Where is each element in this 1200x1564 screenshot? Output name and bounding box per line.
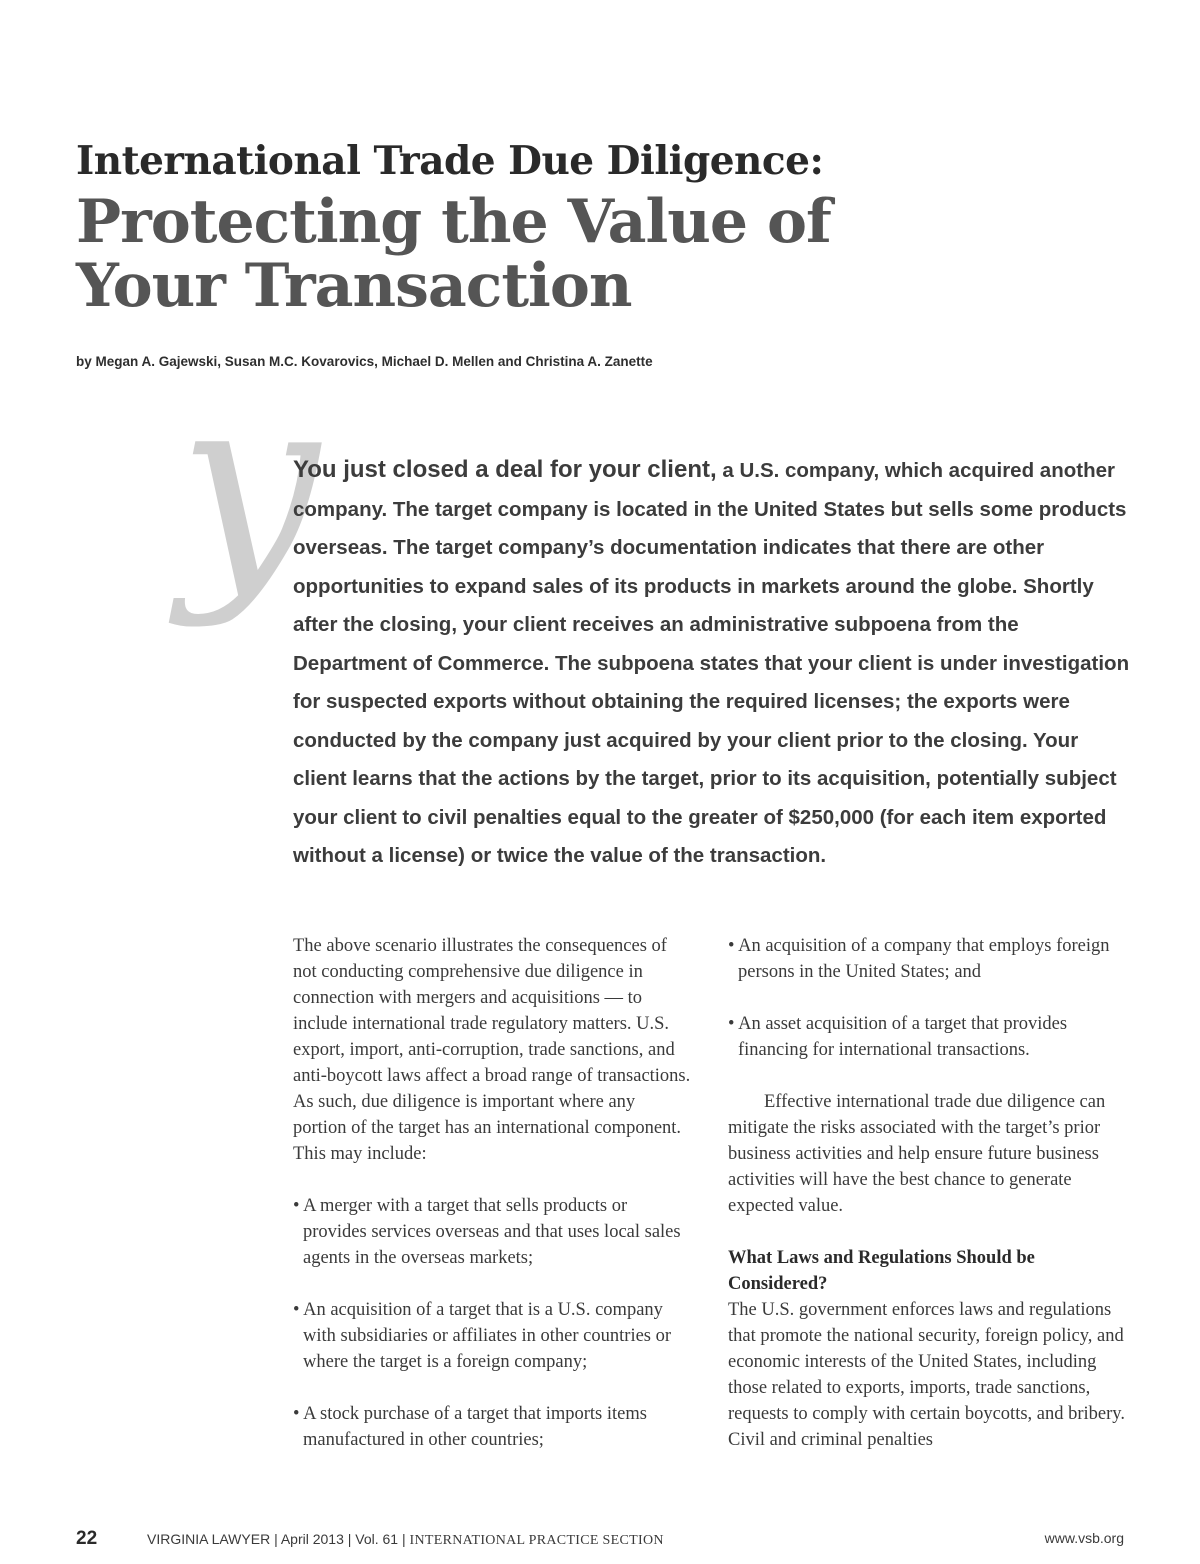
list-item: • An asset acquisition of a target that provides financing for international transactions. xyxy=(728,1014,1068,1060)
body-paragraph: The U.S. government enforces laws and regulations that promote the national security, foreign policy, and economic interests of the United States, including those related to exports, imports, trade sanctions, requests to comply with certain boycotts, and bribery. Civil and criminal penalties xyxy=(728,1300,1125,1450)
intro-lead: You just closed a deal for your client, xyxy=(293,456,717,483)
list-item: • A merger with a target that sells products or provides services overseas and that uses local sales agents in the overseas markets; xyxy=(293,1196,681,1268)
right-column xyxy=(728,933,1128,1453)
article-main-title: Protecting the Value of Your Transaction xyxy=(76,187,831,321)
section-heading: What Laws and Regulations Should be Considered? xyxy=(728,1248,1035,1294)
website-url: www.vsb.org xyxy=(1044,1530,1124,1546)
intro-paragraph xyxy=(293,451,1133,876)
decorative-drop-cap: y xyxy=(178,339,320,630)
article-kicker-title: International Trade Due Diligence: xyxy=(76,138,824,184)
left-column xyxy=(293,933,693,1453)
list-item: • An acquisition of a target that is a U.S. company with subsidiaries or affiliates in other countries or where the target is a foreign company; xyxy=(293,1300,672,1372)
byline: by Megan A. Gajewski, Susan M.C. Kovarovics, Michael D. Mellen and Christina A. Zanette xyxy=(76,354,653,369)
page-number: 22 xyxy=(76,1528,98,1549)
page-footer xyxy=(0,1528,1200,1554)
publication-info: VIRGINIA LAWYER | April 2013 | Vol. 61 | xyxy=(147,1531,410,1547)
list-item: • An acquisition of a company that employs foreign persons in the United States; and xyxy=(728,936,1110,982)
body-paragraph: The above scenario illustrates the consequences of not conducting comprehensive due diligence in connection with mergers and acquisitions — to include international trade regulatory matters. U.S. export, import, anti-corruption, trade sanctions, and anti-boycott laws affect a broad range of transactions. As such, due diligence is important where any portion of the target has an international component. This may include: xyxy=(293,936,691,1164)
list-item: • A stock purchase of a target that imports items manufactured in other countries; xyxy=(293,1404,647,1450)
publication-folio xyxy=(147,1531,664,1549)
intro-body: a U.S. company, which acquired another company. The target company is located in the United States but sells some products overseas. The target company’s documentation indicates that there are other opportunities to expand sales of its products in markets around the globe. Shortly after the closing, your client receives an administrative subpoena from the Department of Commerce. The subpoena states that your client is under investigation for suspected exports without obtaining the required licenses; the exports were conducted by the company just acquired by your client prior to the closing. Your client learns that the actions by the target, prior to its acquisition, potentially subject your client to civil penalties equal to the greater of $250,000 (for each item exported without a license) or twice the value of the transaction. xyxy=(293,459,1130,867)
body-paragraph: Effective international trade due diligence can mitigate the risks associated with the target’s prior business activities and help ensure future business activities will have the best chance to generate expected value. xyxy=(728,1092,1106,1216)
section-name: INTERNATIONAL PRACTICE SECTION xyxy=(409,1533,664,1548)
